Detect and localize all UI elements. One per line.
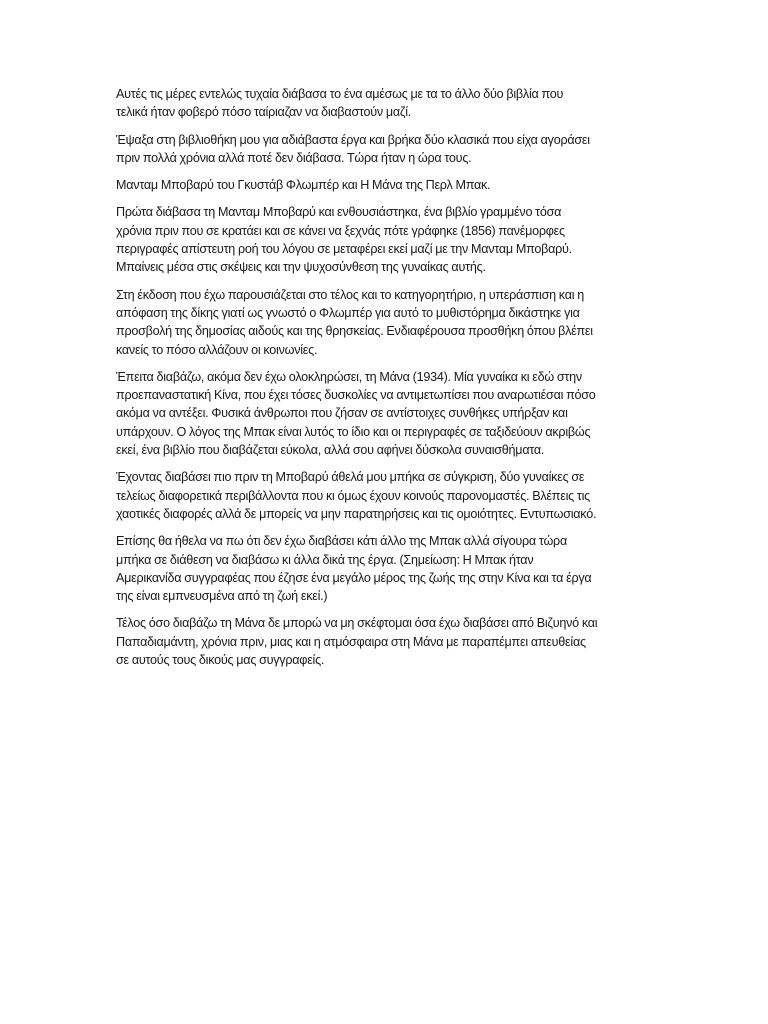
text-line: Τέλος όσο διαβάζω τη Μάνα δε μπορώ να μη σκέφτομαι όσα έχω διαβάσει από Βιζυηνό και: [116, 616, 598, 631]
text-line: απόφαση της δίκης γιατί ως γνωστό ο Φλωμπέρ για αυτό το μυθιστόρημα δικάστηκε για: [116, 305, 580, 320]
paragraph-4: [116, 203, 656, 276]
text-line: Μανταμ Μποβαρύ του Γκυστάβ Φλωμπέρ και Η Μάνα της Περλ Μπακ.: [116, 178, 491, 193]
paragraph-7: [116, 468, 656, 523]
text-line: Παπαδιαμάντη, χρόνια πριν, μιας και η ατμόσφαιρα στη Μάνα με παραπέμπει απευθείας: [116, 634, 586, 649]
text-line: τελικά ήταν φοβερό πόσο ταίριαζαν να διαβαστούν μαζί.: [116, 105, 412, 120]
text-line: Πρώτα διάβασα τη Μανταμ Μποβαρύ και ενθουσιάστηκα, ένα βιβλίο γραμμένο τόσα: [116, 205, 562, 220]
paragraph-8: [116, 532, 656, 605]
text-line: πριν πολλά χρόνια αλλά ποτέ δεν διάβασα. Τώρα ήταν η ώρα τους.: [116, 150, 472, 165]
text-line: Μπαίνεις μέσα στις σκέψεις και την ψυχοσύνθεση της γυναίκας αυτής.: [116, 260, 486, 275]
text-line: εκεί, ένα βιβλίο που διαβάζεται εύκολα, αλλά σου αφήνει δύσκολα συναισθήματα.: [116, 443, 545, 458]
text-line: Έχοντας διαβάσει πιο πριν τη Μποβαρύ άθελά μου μπήκα σε σύγκριση, δύο γυναίκες σε: [116, 470, 585, 485]
text-line: ακόμα να αντέξει. Φυσικά άνθρωποι που ζήσαν σε αντίστοιχες συνθήκες υπήρξαν και: [116, 406, 568, 421]
text-line: της είναι εμπνευσμένα από τη ζωή εκεί.): [116, 589, 328, 604]
text-line: Έπειτα διαβάζω, ακόμα δεν έχω ολοκληρώσει, τη Μάνα (1934). Μία γυναίκα κι εδώ στην: [116, 369, 582, 384]
text-line: κανείς το πόσο αλλάζουν οι κοινωνίες.: [116, 342, 318, 357]
text-line: Στη έκδοση που έχω παρουσιάζεται στο τέλος και το κατηγορητήριο, η υπεράσπιση και η: [116, 287, 584, 302]
text-line: Έψαξα στη βιβλιοθήκη μου για αδιάβαστα έργα και βρήκα δύο κλασικά που είχα αγοράσει: [116, 132, 590, 147]
text-line: μπήκα σε διάθεση να διαβάσω κι άλλα δικά της έργα. (Σημείωση: Η Μπακ ήταν: [116, 552, 534, 567]
text-line: προσβολή της δημοσίας αιδούς και της θρησκείας. Ενδιαφέρουσα προσθήκη όπου βλέπει: [116, 324, 593, 339]
text-line: χρόνια πριν που σε κρατάει και σε κάνει να ξεχνάς πότε γράφηκε (1856) πανέμορφες: [116, 223, 565, 238]
paragraph-6: [116, 368, 656, 459]
text-line: περιγραφές απίστευτη ροή του λόγου σε μεταφέρει εκεί μαζί με την Μανταμ Μποβαρύ.: [116, 242, 572, 257]
paragraph-3: [116, 176, 656, 194]
text-line: τελείως διαφορετικά περιβάλλοντα που κι όμως έχουν κοινούς παρονομαστές. Βλέπεις τις: [116, 488, 590, 503]
paragraph-1: [116, 85, 656, 122]
text-line: Αμερικανίδα συγγραφέας που έζησε ένα μεγάλο μέρος της ζωής της στην Κίνα και τα έργα: [116, 570, 592, 585]
paragraph-5: [116, 286, 656, 359]
text-line: Επίσης θα ήθελα να πω ότι δεν έχω διαβάσει κάτι άλλο της Μπακ αλλά σίγουρα τώρα: [116, 534, 567, 549]
text-line: χαοτικές διαφορές αλλά δε μπορείς να μην παρατηρήσεις και τις ομοιότητες. Εντυπωσιακό.: [116, 506, 597, 521]
paragraph-2: [116, 131, 656, 168]
paragraph-9: [116, 614, 656, 669]
text-line: σε αυτούς τους δικούς μας συγγραφείς.: [116, 653, 325, 668]
text-line: Αυτές τις μέρες εντελώς τυχαία διάβασα το ένα αμέσως με τα το άλλο δύο βιβλία που: [116, 87, 564, 101]
text-line: προεπαναστατική Κίνα, που έχει τόσες δυσκολίες να αντιμετωπίσει που αναρωτιέσαι πόσο: [116, 388, 596, 403]
text-line: υπάρχουν. Ο λόγος της Μπακ είναι λυτός το ίδιο και οι περιγραφές σε ταξιδεύουν ακριβώς: [116, 424, 591, 439]
document-body: [116, 85, 656, 678]
